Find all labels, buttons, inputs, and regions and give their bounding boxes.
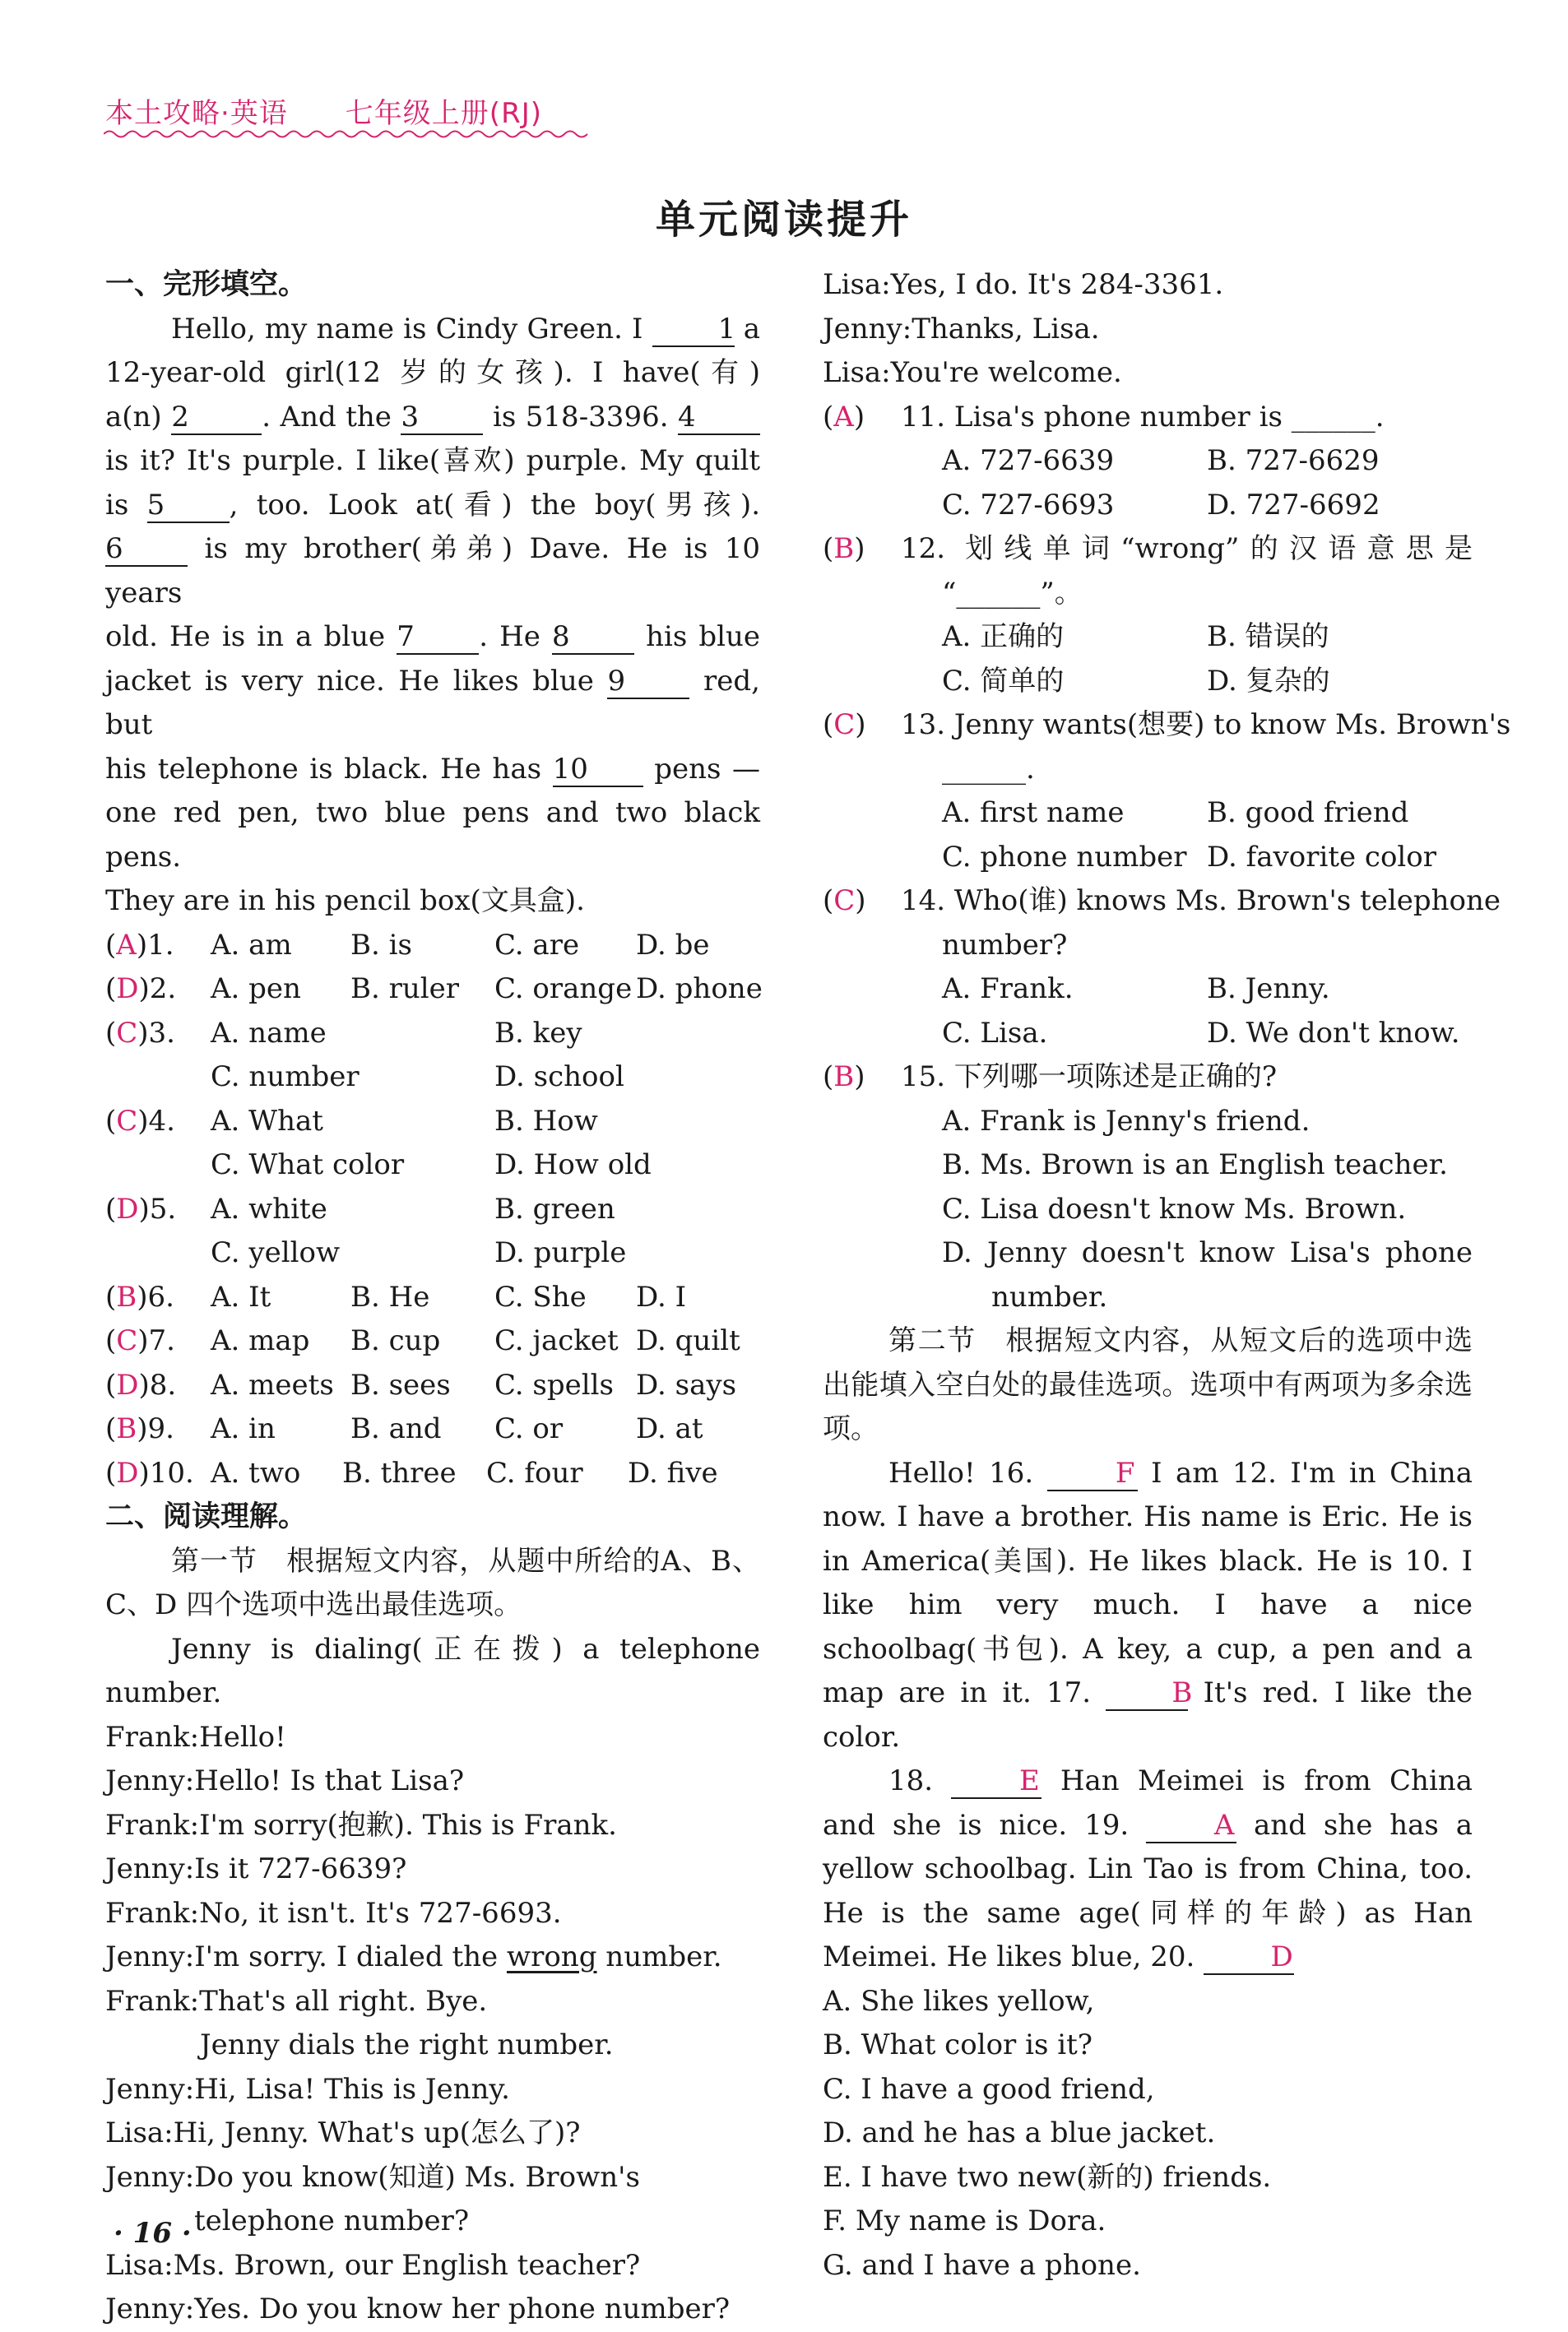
reading-question-12: (B) 12. 划线单词“wrong”的汉语意思是 bbox=[823, 532, 1473, 565]
cloze-question-6: (B)6. A. It B. He C. She D. I bbox=[105, 1280, 687, 1314]
reading-question-14: (C) 14. Who(谁) knows Ms. Brown's telephone bbox=[823, 884, 1501, 917]
cloze-question-1: (A)1. A. am B. is C. are D. be bbox=[105, 928, 710, 962]
cloze-question-3-cont: C. number D. school bbox=[211, 1060, 624, 1093]
option-c: C. I have a good friend, bbox=[823, 2072, 1155, 2106]
option-a: A. She likes yellow, bbox=[823, 1984, 1095, 2018]
reading-heading: 二、阅读理解。 bbox=[105, 1500, 308, 1533]
passage-2-para-2: 18. E Han Meimei is from China and she is nice. 19. A and she has a yellow schoolbag. Lin Tao is from China, too. He is the same age(同样的年龄) as Han Meimei. He likes blue, 20. D bbox=[823, 1764, 1473, 1973]
cloze-passage: Hello, my name is Cindy Green. I 1 a 12-year-old girl(12 岁的女孩). I have(有) a(n) 2 . And the 3 is 518-3396. 4 is it? It's purple. I like(喜欢) purple. My quilt is 5 , too. Look at(看) the boy(男孩). 6 is my brother(弟弟) Dave. He is 10 years old. He is in a blue 7 . He 8 his blue jacket is very nice. He likes blue 9 red, but his telephone is black. He has 10 pens — one red pen, two blue pens and two black pens. They are in his pencil box(文具盒). bbox=[105, 312, 761, 917]
option-b: B. What color is it? bbox=[823, 2028, 1092, 2061]
section2-options bbox=[823, 1980, 1473, 2288]
reading-question-11: (A) 11. Lisa's phone number is ______. bbox=[823, 400, 1385, 433]
passage-2-para-1: Hello! 16. F I am 12. I'm in China now. I have a brother. His name is Eric. He is in America(美国). He likes black. He is 10. I like him very much. I have a nice schoolbag(书包). A key, a cup, a pen and a map are in it. 17. B It's red. I like the color. bbox=[823, 1456, 1473, 1754]
header-wave-decoration bbox=[104, 128, 589, 140]
cloze-question-2: (D)2. A. pen B. ruler C. orange D. phone bbox=[105, 972, 763, 1005]
section2-intro: 第二节 根据短文内容，从短文后的选项中选出能填入空白处的最佳选项。选项中有两项为多余选项。 bbox=[823, 1324, 1473, 1445]
dialog-part-2-line-1: Lisa:Yes, I do. It's 284-3361. bbox=[823, 268, 1224, 301]
cloze-heading: 一、完形填空。 bbox=[105, 268, 308, 301]
option-d: D. and he has a blue jacket. bbox=[823, 2116, 1216, 2149]
dialog-part-2-line-2: Jenny:Thanks, Lisa. bbox=[823, 312, 1100, 345]
dialog-part-1: Frank:Hello! Jenny:Hello! Is that Lisa? Frank:I'm sorry(抱歉). This is Frank. Jenny:Is it 727-6639? Frank:No, it isn't. It's 727-6693. Jenny:I'm sorry. I dialed the wrong number. Frank:That's all right. Bye. Jenny dials the right number. Jenny:Hi, Lisa! This is Jenny. Lisa:Hi, Jenny. What's up(怎么了)? Jenny:Do you know(知道) Ms. Brown's telephone number? Lisa:Ms. Brown, our English teacher? Jenny:Yes. Do you know her phone number? bbox=[105, 1720, 731, 2325]
reading-question-15: (B) 15. 下列哪一项陈述是正确的? bbox=[823, 1060, 1278, 1093]
underlined-word-wrong: wrong bbox=[506, 1940, 597, 1973]
right-column: Lisa:Yes, I do. It's 284-3361. Jenny:Thanks, Lisa. Lisa:You're welcome. (A) 11. Lisa's phone number is ______. A. 727-6639 B. 727-6629 C. 727-6693 D. 727-6692 (B) 12. 划线单词“wrong”的汉语意思是 “______”。 A. 正确的 B. 错误的 C. 简单的 D. 复杂的 (C) 13. Jenny wants(想要) to know Ms. Brown's ______. A. first name B. good friend C. phone number D. favorite color (C) 14. Who(谁) knows Ms. Brown's telephone number? A. Frank. B. Jenny. C. Lisa. D. We don't know. (B) 15. 下列哪一项陈述是正确的? A. Frank is Jenny's friend. B. Ms. Brown is an English teacher. C. Lisa doesn't know Ms. Brown. D. Jenny doesn't know Lisa's phone number. 第二节 根据短文内容，从短文后的选项中选出能填入空白处的最佳选项。选项中有两项为多余选项。 Hello! 16. F I am 12. I'm in China now. I have a brother. His name is Eric. He is in America(美国). He likes black. He is 10. I like him very much. I have a nice schoolbag(书包). A key, a cup, a pen and a map are in it. 17. B It's red. I like the color. 18. E Han Meimei is from China and she is nice. 19. A and she has a yellow schoolbag. Lin Tao is from China, too. He is the same age(同样的年龄) as Han Meimei. He likes blue, 20. D A. She likes yellow, B. What color is it? C. I have a good friend, D. and he has a blue jacket. E. I have two new(新的) friends. F. My name is Dora. G. and I have a phone. bbox=[823, 263, 1473, 2288]
option-f: F. My name is Dora. bbox=[823, 2205, 1106, 2237]
cloze-question-8: (D)8. A. meets B. sees C. spells D. says bbox=[105, 1368, 737, 1402]
dialog-intro: Jenny is dialing(正在拨) a telephone number. bbox=[105, 1632, 760, 1709]
dialog-part-2-line-3: Lisa:You're welcome. bbox=[823, 356, 1122, 389]
cloze-question-7: (C)7. A. map B. cup C. jacket D. quilt bbox=[105, 1324, 740, 1357]
page-title: 单元阅读提升 bbox=[655, 197, 912, 243]
book-header: 本土攻略·英语 七年级上册(RJ) bbox=[105, 97, 542, 130]
page-number: · 16 · bbox=[114, 2217, 192, 2250]
option-e: E. I have two new(新的) friends. bbox=[823, 2160, 1272, 2194]
left-column bbox=[105, 263, 763, 2332]
cloze-question-9: (B)9. A. in B. and C. or D. at bbox=[105, 1412, 703, 1445]
cloze-question-10: (D)10. A. two B. three C. four D. five bbox=[105, 1456, 718, 1490]
cloze-question-4: (C)4. A. What B. How bbox=[105, 1104, 598, 1138]
cloze-question-5-cont: C. yellow D. purple bbox=[211, 1236, 627, 1269]
cloze-question-5: (D)5. A. white B. green bbox=[105, 1192, 615, 1226]
cloze-question-4-cont: C. What color D. How old bbox=[211, 1148, 652, 1181]
cloze-question-3: (C)3. A. name B. key bbox=[105, 1016, 582, 1050]
option-g: G. and I have a phone. bbox=[823, 2248, 1141, 2282]
reading-question-13: (C) 13. Jenny wants(想要) to know Ms. Brown's bbox=[823, 708, 1511, 741]
section1-intro: 第一节 根据短文内容，从题中所给的A、B、C、D 四个选项中选出最佳选项。 bbox=[105, 1544, 760, 1621]
